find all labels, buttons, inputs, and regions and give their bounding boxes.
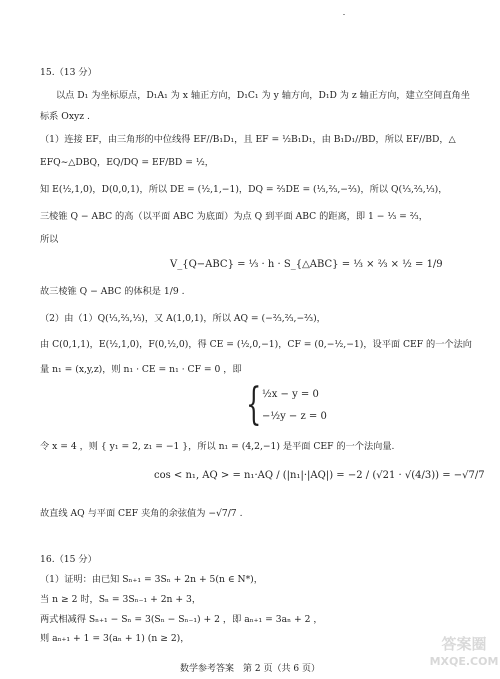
q15-part2-line2: 由 C(0,1,1)，E(½,1,0)，F(0,½,0)，得 CE = (½,0,−1)，CF = (0,−½,−1)，设平面 CEF 的一个法向 [40,339,472,350]
q16-header: 16.（15 分） [40,554,97,565]
q15-intro-line1: 以点 D₁ 为坐标原点，D₁A₁ 为 x 轴正方向，D₁C₁ 为 y 轴方向，D₁D 为 z 轴正方向，建立空间直角坐 [56,90,470,101]
system-brace: { [246,379,262,430]
q15-part1-line4: 三棱锥 Q − ABC 的高（以平面 ABC 为底面）为点 Q 到平面 ABC 的距离，即 1 − ⅓ = ⅔， [40,211,428,222]
q15-part1-line5: 所以 [40,234,59,245]
q15-system-eq1: ½x − y = 0 [262,389,319,400]
q15-system-eq2: −½y − z = 0 [262,411,327,422]
q15-header: 15.（13 分） [40,67,97,78]
page-footer: 数学参考答案 第 2 页（共 6 页） [180,664,320,674]
svg-text:MXQE.COM: MXQE.COM [429,655,499,668]
q16-line3: 两式相减得 Sₙ₊₁ − Sₙ = 3(Sₙ − Sₙ₋₁) + 2 ，即 aₙ₊₁ = 3aₙ + 2 ， [40,614,323,625]
q15-volume-equation: V_{Q−ABC} = ⅓ · h · S_{△ABC} = ⅓ × ⅔ × ½ = 1/9 [170,259,443,270]
svg-text:答案圈: 答案圈 [441,635,487,653]
q16-line2: 当 n ≥ 2 时，Sₙ = 3Sₙ₋₁ + 2n + 3， [40,594,202,605]
q15-part1-line3: 知 E(½,1,0)，D(0,0,1)，所以 DE = (½,1,−1)，DQ = ⅔DE = (⅓,⅔,−⅔)，所以 Q(⅓,⅔,⅓)， [40,184,448,195]
q15-part1-line1: （1）连接 EF，由三角形的中位线得 EF//B₁D₁，且 EF = ½B₁D₁，由 B₁D₁//BD，所以 EF//BD，△ [40,134,456,145]
q15-part2-line4: 令 x = 4 ，则 { y₁ = 2, z₁ = −1 }，所以 n₁ = (4,2,−1) 是平面 CEF 的一个法向量. [40,441,395,452]
q15-intro-line2: 标系 Oxyz . [40,111,90,122]
watermark-logo [429,631,499,671]
q15-part1-conclusion: 故三棱锥 Q − ABC 的体积是 1/9 . [40,286,185,297]
q16-line1: （1）证明：由已知 Sₙ₊₁ = 3Sₙ + 2n + 5(n ∈ N*)， [40,574,263,585]
q15-part2-conclusion: 故直线 AQ 与平面 CEF 夹角的余弦值为 −√7/7 . [40,508,243,519]
q15-part2-line1: （2）由（1）Q(⅓,⅔,⅓)，又 A(1,0,1)，所以 AQ = (−⅔,⅔,−⅔)， [40,313,326,324]
speck [343,14,345,15]
q16-line4: 则 aₙ₊₁ + 1 = 3(aₙ + 1) (n ≥ 2)， [40,633,190,644]
q15-part1-line2: EFQ∼△DBQ，EQ/DQ = EF/BD = ½， [40,157,214,168]
q15-cosine-equation: cos < n₁, AQ > = n₁·AQ / (|n₁|·|AQ|) = −2 / (√21 · √(4/3)) = −√7/7 [154,470,485,481]
q15-part2-line3: 量 n₁ = (x,y,z)，则 n₁ · CE = n₁ · CF = 0 ，即 [40,364,242,375]
